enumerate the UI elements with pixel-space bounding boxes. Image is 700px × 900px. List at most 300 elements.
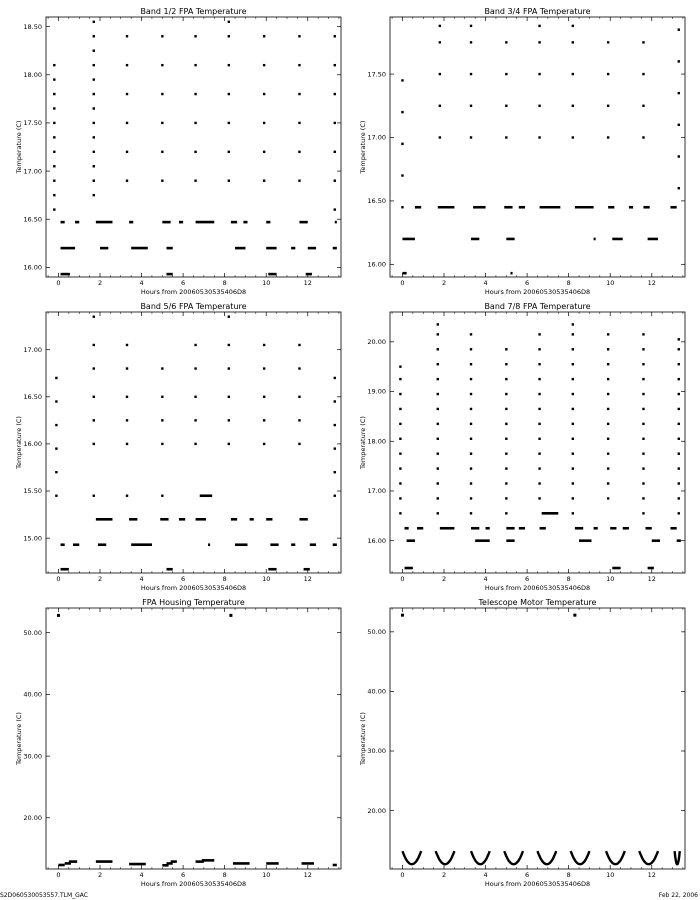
data-point (53, 180, 55, 182)
data-point (93, 107, 95, 109)
data-point (538, 452, 540, 454)
data-point (678, 363, 680, 365)
x-tick-label: 6 (525, 871, 530, 879)
data-point (93, 50, 95, 52)
y-tick-label: 50.00 (367, 628, 386, 637)
data-point (399, 393, 401, 395)
data-point (93, 396, 95, 398)
data-point (194, 396, 196, 398)
data-point (298, 93, 300, 95)
y-tick-label: 17.00 (367, 133, 386, 142)
data-point (572, 363, 574, 365)
chart-panel-4 (359, 302, 685, 592)
data-point (572, 408, 574, 410)
data-point (126, 64, 128, 66)
plot-frame (46, 17, 341, 277)
data-point (470, 438, 472, 440)
data-point (399, 408, 401, 410)
x-tick-label: 6 (181, 279, 186, 287)
data-point (538, 136, 540, 138)
y-tick-label: 15.00 (23, 534, 42, 543)
data-point (93, 165, 95, 167)
data-point (263, 122, 265, 124)
data-point (298, 396, 300, 398)
data-point (298, 419, 300, 421)
data-point (161, 495, 163, 497)
data-point (161, 93, 163, 95)
data-point (470, 512, 472, 514)
data-point (505, 363, 507, 365)
x-axis-label: Hours from 20060530535406D8 (484, 880, 591, 888)
data-curve (639, 851, 658, 864)
data-point (470, 105, 472, 107)
data-point (470, 452, 472, 454)
x-tick-label: 2 (441, 575, 447, 583)
data-point (126, 344, 128, 346)
data-point (538, 408, 540, 410)
data-point (538, 363, 540, 365)
data-point (126, 93, 128, 95)
data-point (642, 105, 644, 107)
x-tick-label: 0 (400, 871, 405, 879)
data-point (228, 344, 230, 346)
x-tick-label: 2 (97, 279, 103, 287)
data-point (263, 396, 265, 398)
data-point (470, 423, 472, 425)
y-tick-label: 17.00 (23, 167, 42, 176)
data-point (263, 180, 265, 182)
y-tick-label: 17.00 (23, 345, 42, 354)
data-point (399, 482, 401, 484)
data-point (437, 348, 439, 350)
x-tick-label: 4 (483, 575, 488, 583)
data-point (572, 482, 574, 484)
data-point (572, 438, 574, 440)
data-point (505, 378, 507, 380)
data-point (642, 482, 644, 484)
data-point (263, 443, 265, 445)
data-point (572, 323, 574, 325)
data-point (678, 60, 680, 62)
data-point (572, 378, 574, 380)
data-point (437, 363, 439, 365)
data-point (642, 452, 644, 454)
data-point (298, 443, 300, 445)
data-point (505, 438, 507, 440)
data-point (93, 367, 95, 369)
x-tick-label: 6 (181, 575, 186, 583)
data-point (228, 21, 230, 23)
data-point (505, 348, 507, 350)
data-point (194, 151, 196, 153)
data-point (642, 408, 644, 410)
x-tick-label: 8 (566, 575, 571, 583)
y-tick-label: 16.50 (367, 197, 386, 206)
y-tick-label: 30.00 (23, 752, 42, 761)
data-point (678, 467, 680, 469)
data-point (505, 467, 507, 469)
data-point (399, 378, 401, 380)
chart-title: Band 5/6 FPA Temperature (140, 302, 247, 311)
data-point (57, 614, 60, 617)
data-point (642, 467, 644, 469)
data-point (642, 423, 644, 425)
data-point (678, 187, 680, 189)
data-point (538, 497, 540, 499)
data-point (334, 400, 336, 402)
data-point (298, 151, 300, 153)
data-point (126, 367, 128, 369)
data-point (334, 424, 336, 426)
data-point (439, 105, 441, 107)
y-tick-label: 17.00 (367, 487, 386, 496)
data-point (334, 471, 336, 473)
data-point (55, 424, 57, 426)
chart-title: Telescope Motor Temperature (478, 598, 597, 607)
data-point (263, 344, 265, 346)
y-axis-label: Temperature (C) (15, 416, 23, 469)
data-point (161, 367, 163, 369)
data-point (228, 443, 230, 445)
data-point (55, 447, 57, 449)
x-tick-label: 8 (222, 279, 227, 287)
data-point (678, 338, 680, 340)
data-point (607, 333, 609, 335)
data-point (505, 105, 507, 107)
data-point (538, 25, 540, 27)
x-axis-label: Hours from 20060530535406D8 (484, 584, 591, 592)
data-point (126, 419, 128, 421)
y-axis-label: Temperature (C) (15, 120, 23, 174)
y-tick-label: 15.50 (23, 487, 42, 496)
data-point (470, 497, 472, 499)
data-point (399, 423, 401, 425)
data-point (642, 73, 644, 75)
data-point (161, 122, 163, 124)
data-point (572, 423, 574, 425)
data-point (470, 482, 472, 484)
x-tick-label: 4 (139, 279, 144, 287)
y-tick-label: 16.00 (367, 536, 386, 545)
data-point (93, 151, 95, 153)
plot-frame (390, 17, 685, 277)
data-point (607, 497, 609, 499)
data-point (298, 64, 300, 66)
data-point (678, 155, 680, 157)
x-tick-label: 8 (566, 279, 571, 287)
y-tick-label: 18.00 (23, 70, 42, 79)
data-point (538, 105, 540, 107)
data-point (572, 333, 574, 335)
footer-date: Feb 22, 2006 (658, 892, 698, 899)
x-tick-label: 12 (303, 575, 312, 583)
x-axis-label: Hours from 20060530535406D8 (140, 584, 247, 592)
data-point (642, 438, 644, 440)
data-point (642, 512, 644, 514)
data-point (538, 73, 540, 75)
plot-frame (46, 608, 341, 869)
data-point (161, 443, 163, 445)
data-point (678, 393, 680, 395)
data-point (538, 41, 540, 43)
data-point (399, 467, 401, 469)
data-point (55, 377, 57, 379)
data-point (505, 408, 507, 410)
y-tick-label: 20.00 (367, 806, 386, 815)
data-point (470, 333, 472, 335)
data-point (678, 512, 680, 514)
data-point (334, 35, 336, 37)
y-tick-label: 18.00 (367, 437, 386, 446)
x-tick-label: 12 (303, 279, 312, 287)
data-point (298, 35, 300, 37)
data-point (470, 41, 472, 43)
data-point (572, 73, 574, 75)
data-point (93, 180, 95, 182)
data-point (572, 25, 574, 27)
data-point (93, 194, 95, 196)
x-tick-label: 0 (400, 279, 405, 287)
y-tick-label: 17.50 (23, 119, 42, 128)
data-point (334, 122, 336, 124)
footer-filename: S2D060530053557.TLM_GAC (0, 892, 88, 899)
data-point (126, 443, 128, 445)
data-point (298, 367, 300, 369)
data-point (55, 471, 57, 473)
data-point (678, 28, 680, 30)
chart-title: FPA Housing Temperature (142, 598, 245, 607)
data-point (228, 93, 230, 95)
x-tick-label: 10 (606, 279, 615, 287)
data-point (53, 93, 55, 95)
data-point (470, 348, 472, 350)
data-curve (403, 851, 422, 864)
data-point (93, 495, 95, 497)
data-point (538, 423, 540, 425)
x-tick-label: 6 (525, 575, 530, 583)
y-axis-label: Temperature (C) (15, 712, 23, 765)
data-point (437, 452, 439, 454)
data-point (93, 21, 95, 23)
data-point (399, 438, 401, 440)
chart-title: Band 3/4 FPA Temperature (484, 7, 591, 16)
y-tick-label: 18.50 (23, 22, 42, 31)
data-point (572, 41, 574, 43)
data-curve (675, 851, 680, 864)
data-point (437, 333, 439, 335)
data-point (53, 64, 55, 66)
data-point (437, 323, 439, 325)
data-point (53, 151, 55, 153)
x-tick-label: 8 (222, 575, 227, 583)
data-point (298, 180, 300, 182)
x-tick-label: 4 (483, 279, 488, 287)
data-point (538, 333, 540, 335)
data-point (228, 316, 230, 318)
data-point (55, 495, 57, 497)
data-point (642, 136, 644, 138)
data-point (161, 35, 163, 37)
data-point (161, 151, 163, 153)
data-point (437, 482, 439, 484)
data-point (194, 122, 196, 124)
data-point (93, 64, 95, 66)
data-point (470, 393, 472, 395)
data-point (437, 467, 439, 469)
data-point (505, 452, 507, 454)
chart-panel-5 (15, 598, 341, 888)
data-point (399, 452, 401, 454)
data-point (263, 419, 265, 421)
data-point (470, 136, 472, 138)
data-point (439, 41, 441, 43)
data-point (228, 35, 230, 37)
data-point (572, 467, 574, 469)
data-point (439, 73, 441, 75)
data-point (53, 136, 55, 138)
data-point (53, 122, 55, 124)
data-point (470, 408, 472, 410)
data-point (437, 423, 439, 425)
data-point (607, 363, 609, 365)
data-point (470, 25, 472, 27)
data-point (401, 614, 404, 617)
x-tick-label: 12 (647, 871, 656, 879)
data-point (505, 393, 507, 395)
data-curve (571, 851, 590, 864)
chart-panel-3 (15, 302, 341, 592)
data-point (470, 363, 472, 365)
x-tick-label: 2 (97, 871, 103, 879)
data-point (572, 105, 574, 107)
x-tick-label: 2 (441, 279, 447, 287)
x-tick-label: 4 (139, 871, 144, 879)
data-point (161, 64, 163, 66)
x-tick-label: 0 (56, 575, 61, 583)
x-tick-label: 4 (483, 871, 488, 879)
chart-title: Band 7/8 FPA Temperature (484, 302, 591, 311)
data-point (55, 400, 57, 402)
data-point (572, 348, 574, 350)
data-point (642, 363, 644, 365)
y-tick-label: 19.00 (367, 387, 386, 396)
data-point (263, 367, 265, 369)
y-tick-label: 20.00 (367, 338, 386, 347)
data-point (93, 344, 95, 346)
data-point (126, 396, 128, 398)
data-point (678, 378, 680, 380)
data-point (678, 408, 680, 410)
x-tick-label: 0 (56, 279, 61, 287)
data-point (263, 151, 265, 153)
x-tick-label: 12 (647, 279, 656, 287)
data-point (334, 377, 336, 379)
data-point (93, 93, 95, 95)
data-point (161, 396, 163, 398)
data-point (298, 122, 300, 124)
data-point (228, 367, 230, 369)
data-point (126, 495, 128, 497)
data-point (93, 78, 95, 80)
x-axis-label: Hours from 20060530535406D8 (484, 288, 591, 296)
data-point (53, 194, 55, 196)
data-point (573, 614, 576, 617)
x-tick-label: 8 (566, 871, 571, 879)
data-point (678, 482, 680, 484)
y-tick-label: 40.00 (367, 687, 386, 696)
data-point (607, 393, 609, 395)
data-point (470, 467, 472, 469)
y-axis-label: Temperature (C) (359, 416, 367, 469)
data-curve (436, 851, 455, 864)
data-point (334, 495, 336, 497)
x-axis-label: Hours from 20060530535406D8 (140, 288, 247, 296)
data-point (194, 93, 196, 95)
data-point (607, 438, 609, 440)
x-tick-label: 10 (262, 871, 271, 879)
data-point (538, 482, 540, 484)
data-point (607, 105, 609, 107)
data-point (538, 348, 540, 350)
data-point (194, 180, 196, 182)
data-point (437, 438, 439, 440)
data-point (228, 396, 230, 398)
data-point (678, 497, 680, 499)
data-point (505, 136, 507, 138)
data-point (399, 512, 401, 514)
data-point (126, 180, 128, 182)
data-point (678, 348, 680, 350)
data-curve (606, 851, 625, 864)
data-point (642, 393, 644, 395)
data-point (263, 93, 265, 95)
data-point (194, 344, 196, 346)
data-point (228, 64, 230, 66)
x-tick-label: 8 (222, 871, 227, 879)
data-curve (504, 851, 523, 864)
data-point (93, 316, 95, 318)
data-point (53, 107, 55, 109)
data-point (228, 419, 230, 421)
y-tick-label: 30.00 (367, 747, 386, 756)
x-tick-label: 10 (606, 575, 615, 583)
y-tick-label: 16.00 (367, 260, 386, 269)
data-point (401, 206, 403, 208)
data-curve (471, 851, 490, 864)
data-point (572, 452, 574, 454)
data-point (607, 482, 609, 484)
data-point (401, 111, 403, 113)
data-point (399, 497, 401, 499)
data-point (53, 165, 55, 167)
data-point (505, 482, 507, 484)
y-tick-label: 50.00 (23, 628, 42, 637)
x-tick-label: 6 (181, 871, 186, 879)
data-point (437, 393, 439, 395)
data-point (607, 467, 609, 469)
data-point (607, 348, 609, 350)
chart-panel-1 (15, 7, 341, 296)
x-tick-label: 10 (262, 575, 271, 583)
data-point (401, 79, 403, 81)
data-point (93, 136, 95, 138)
data-point (437, 378, 439, 380)
data-point (194, 419, 196, 421)
data-point (93, 35, 95, 37)
data-point (93, 419, 95, 421)
data-point (538, 393, 540, 395)
data-point (607, 378, 609, 380)
